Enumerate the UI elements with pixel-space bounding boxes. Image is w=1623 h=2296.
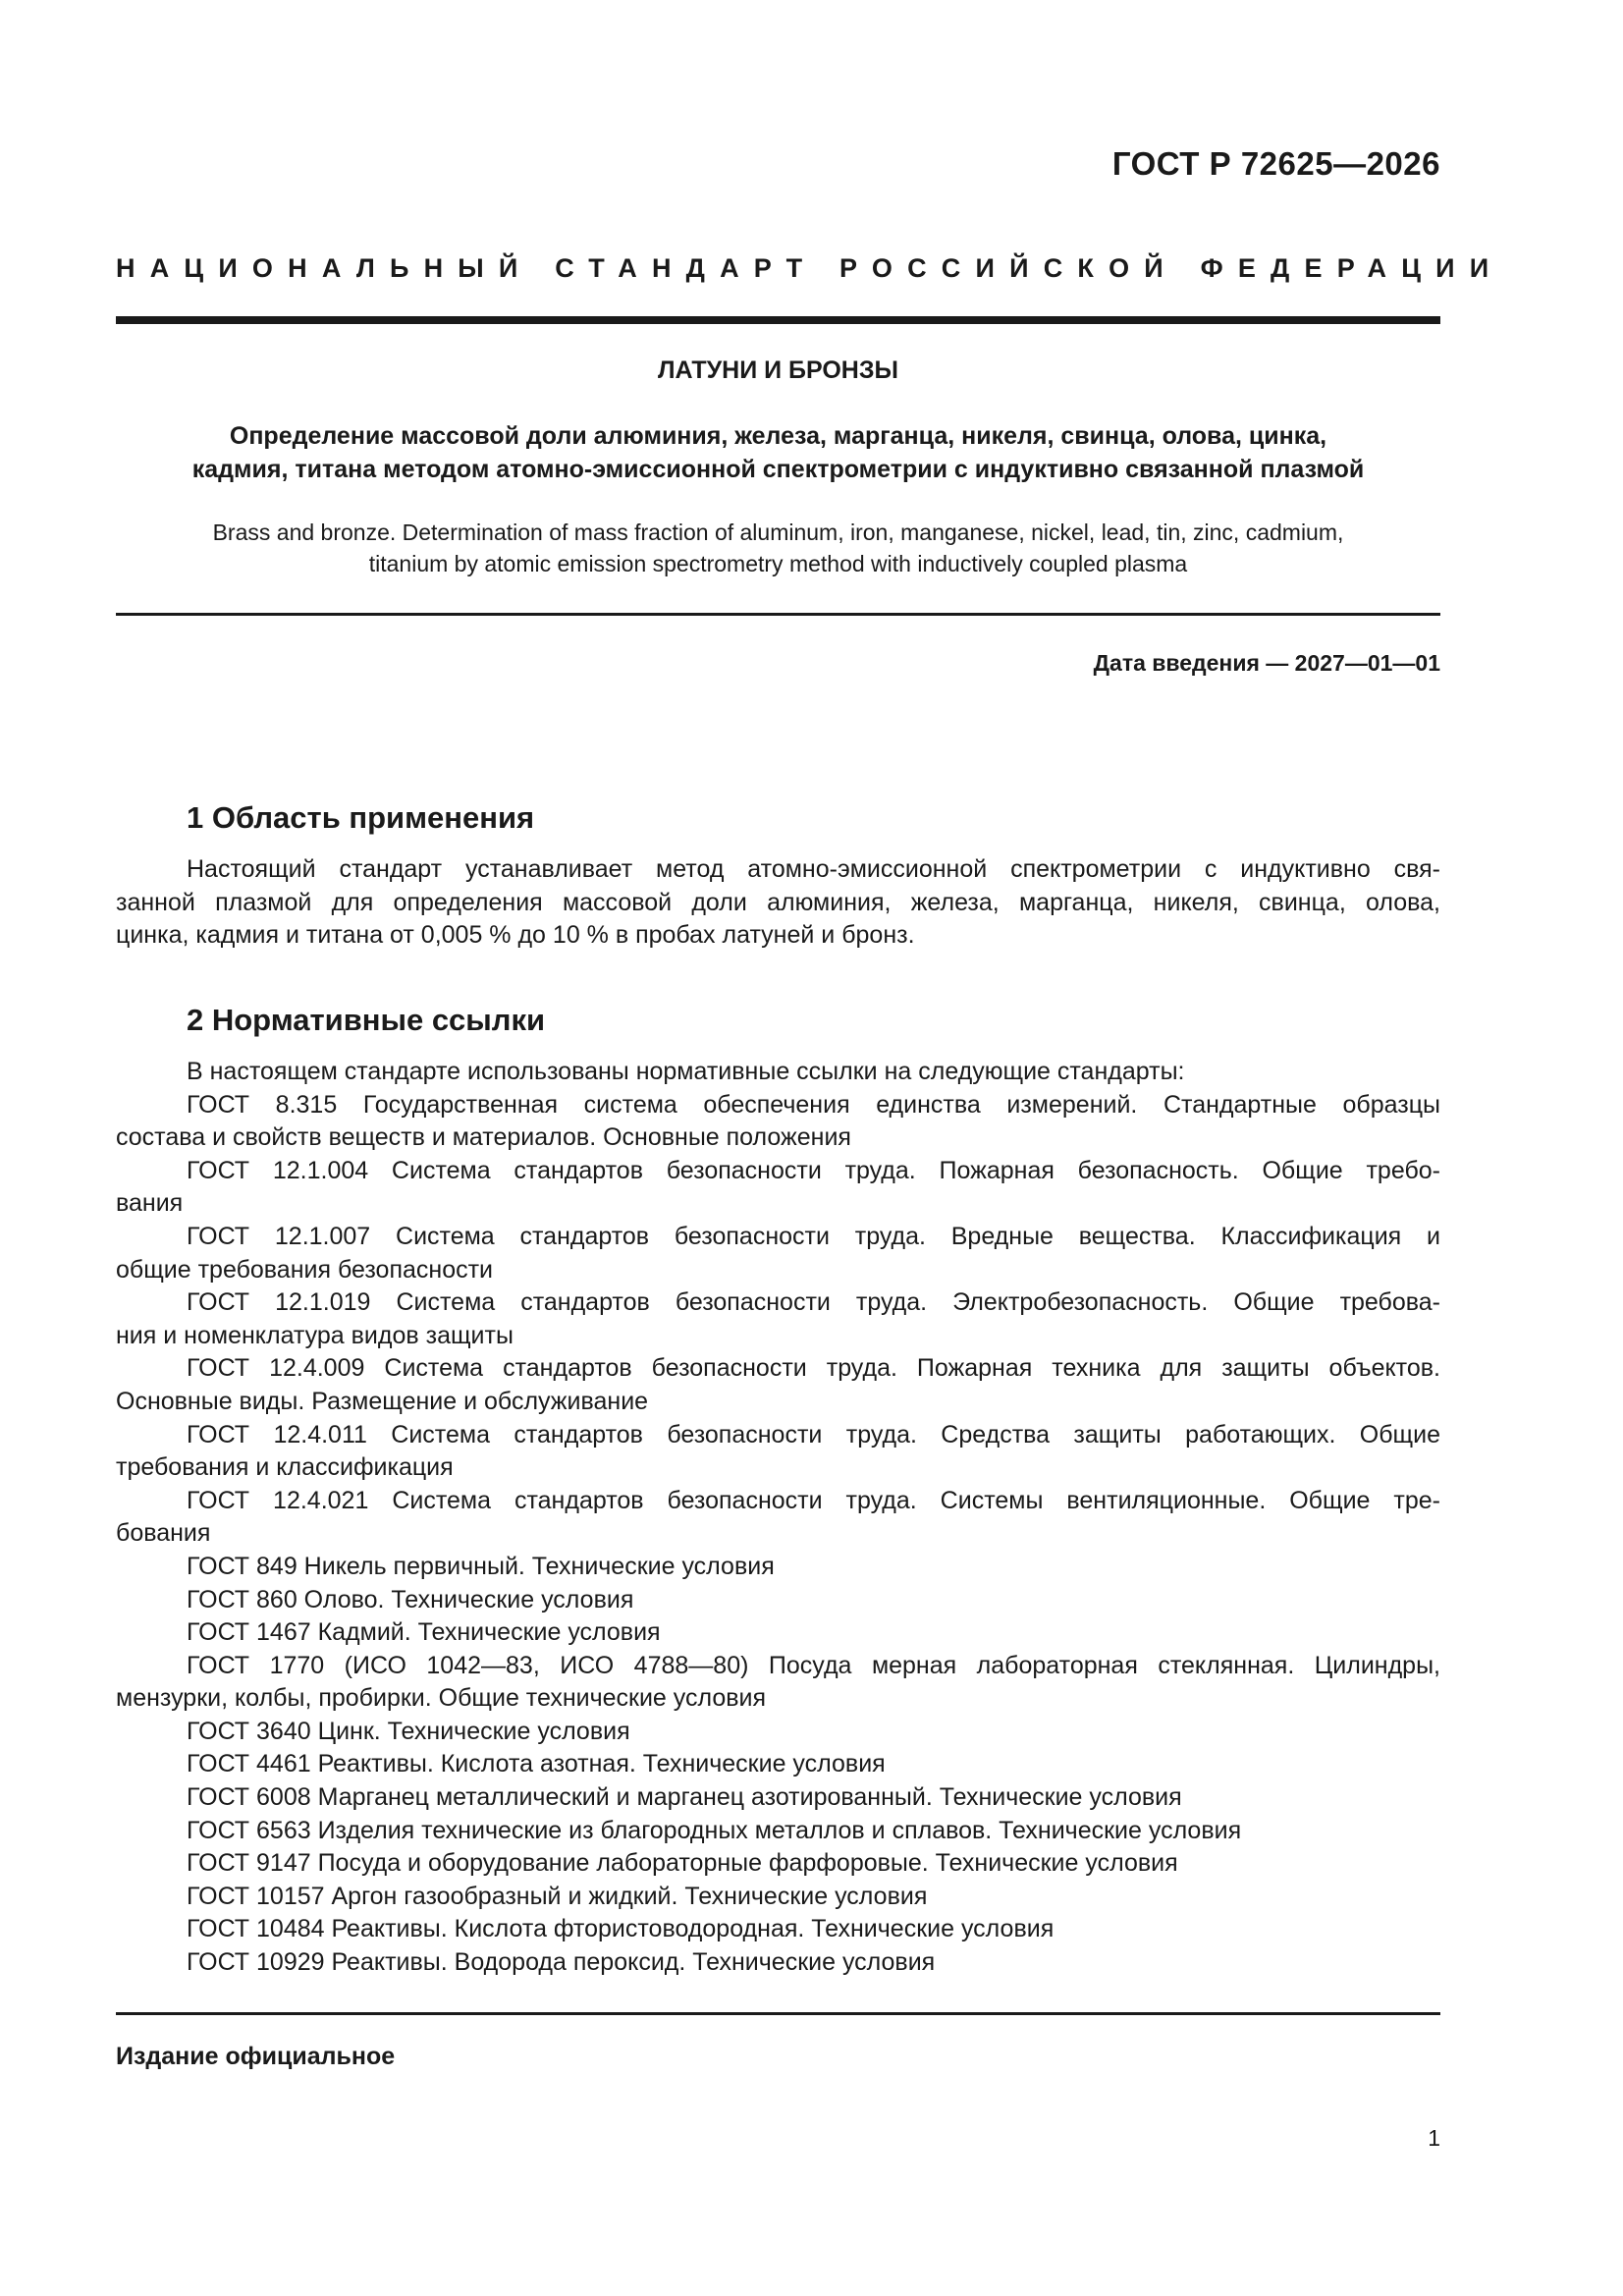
section-body (116, 853, 1440, 953)
reference-line: ГОСТ 12.1.019 Система стандартов безопасности труда. Электробезопасность. Общие требова- (187, 1288, 1440, 1317)
reference-line: ГОСТ 3640 Цинк. Технические условия (187, 1717, 630, 1745)
reference-line: ГОСТ 10929 Реактивы. Водорода пероксид. Технические условия (187, 1948, 936, 1977)
section-heading: 1 Область применения (187, 800, 535, 835)
reference-line: В настоящем стандарте использованы нормативные ссылки на следующие стандарты: (187, 1058, 1185, 1085)
reference-line: ГОСТ 12.4.009 Система стандартов безопасности труда. Пожарная техника для защиты объектов. (187, 1354, 1440, 1383)
reference-line: ГОСТ 12.4.011 Система стандартов безопасности труда. Средства защиты работающих. Общие (187, 1420, 1440, 1449)
reference-line: ГОСТ 860 Олово. Технические условия (187, 1585, 634, 1613)
standard-number: ГОСТ Р 72625—2026 (1111, 145, 1440, 182)
subtitle-line: Определение массовой доли алюминия, железа, марганца, никеля, свинца, олова, цинка, (229, 422, 1327, 450)
reference-line: Основные виды. Размещение и обслуживание (116, 1387, 649, 1415)
section-scope (116, 800, 1440, 953)
reference-line: требования и классификация (116, 1453, 454, 1482)
reference-line: ГОСТ 1467 Кадмий. Технические условия (187, 1618, 661, 1647)
document-subtitle (116, 419, 1440, 486)
reference-line: ГОСТ 9147 Посуда и оборудование лабораторные фарфоровые. Технические условия (187, 1849, 1178, 1878)
paragraph-line: занной плазмой для определения массовой доли алюминия, железа, марганца, никеля, свинца, олова, (116, 888, 1440, 916)
reference-line: ГОСТ 6008 Марганец металлический и марганец азотированный. Технические условия (187, 1783, 1182, 1812)
paragraph-line: цинка, кадмия и титана от 0,005 % до 10 % в пробах латуней и бронз. (116, 921, 915, 950)
english-title-line: Brass and bronze. Determination of mass fraction of aluminum, iron, manganese, nickel, lead, tin, zinc, cadmium, (212, 519, 1344, 545)
reference-line: ГОСТ 1770 (ИСО 1042—83, ИСО 4788—80) Посуда мерная лабораторная стеклянная. Цилиндры, (187, 1651, 1440, 1679)
reference-line: мензурки, колбы, пробирки. Общие технические условия (116, 1684, 767, 1713)
reference-line: ГОСТ 10157 Аргон газообразный и жидкий. Технические условия (187, 1882, 928, 1910)
english-title-line: titanium by atomic emission spectrometry method with inductively coupled plasma (368, 551, 1188, 576)
reference-line: вания (116, 1189, 184, 1218)
title-divider (116, 613, 1440, 616)
document-title: ЛАТУНИ И БРОНЗЫ (657, 356, 898, 384)
reference-line: ГОСТ 849 Никель первичный. Технические условия (187, 1552, 775, 1580)
reference-line: ГОСТ 8.315 Государственная система обеспечения единства измерений. Стандартные образцы (187, 1090, 1440, 1119)
reference-line: общие требования безопасности (116, 1255, 494, 1284)
footer-divider (116, 2012, 1440, 2015)
introduction-date: Дата введения — 2027—01—01 (1093, 650, 1440, 676)
reference-line: ГОСТ 4461 Реактивы. Кислота азотная. Технические условия (187, 1750, 886, 1778)
reference-line: ГОСТ 6563 Изделия технические из благородных металлов и сплавов. Технические условия (187, 1816, 1242, 1844)
subtitle-line: кадмия, титана методом атомно-эмиссионной спектрометрии с индуктивно связанной плазмой (191, 456, 1365, 483)
reference-line: ГОСТ 12.4.021 Система стандартов безопасности труда. Системы вентиляционные. Общие тре- (187, 1486, 1440, 1514)
reference-line: состава и свойств веществ и материалов. Основные положения (116, 1123, 851, 1152)
reference-line: ния и номенклатура видов защиты (116, 1321, 514, 1349)
reference-line: ГОСТ 12.1.007 Система стандартов безопасности труда. Вредные вещества. Классификация и (187, 1222, 1440, 1250)
reference-line: бования (116, 1519, 211, 1548)
official-edition-label: Издание официальное (116, 2043, 396, 2070)
page-number: 1 (1428, 2125, 1440, 2151)
paragraph-line: Настоящий стандарт устанавливает метод атомно-эмиссионной спектрометрии с индуктивно свя- (187, 855, 1440, 883)
section-heading: 2 Нормативные ссылки (187, 1003, 546, 1037)
section-body (116, 1056, 1440, 1980)
reference-line: ГОСТ 10484 Реактивы. Кислота фтористоводородная. Технические условия (187, 1915, 1055, 1943)
reference-line: ГОСТ 12.1.004 Система стандартов безопасности труда. Пожарная безопасность. Общие требо- (187, 1156, 1440, 1184)
national-standard-banner: НАЦИОНАЛЬНЫЙ СТАНДАРТ РОССИЙСКОЙ ФЕДЕРАЦИИ (116, 253, 1504, 283)
header-divider (116, 316, 1440, 324)
english-title (116, 517, 1440, 579)
section-normative-references (116, 1003, 1440, 1980)
